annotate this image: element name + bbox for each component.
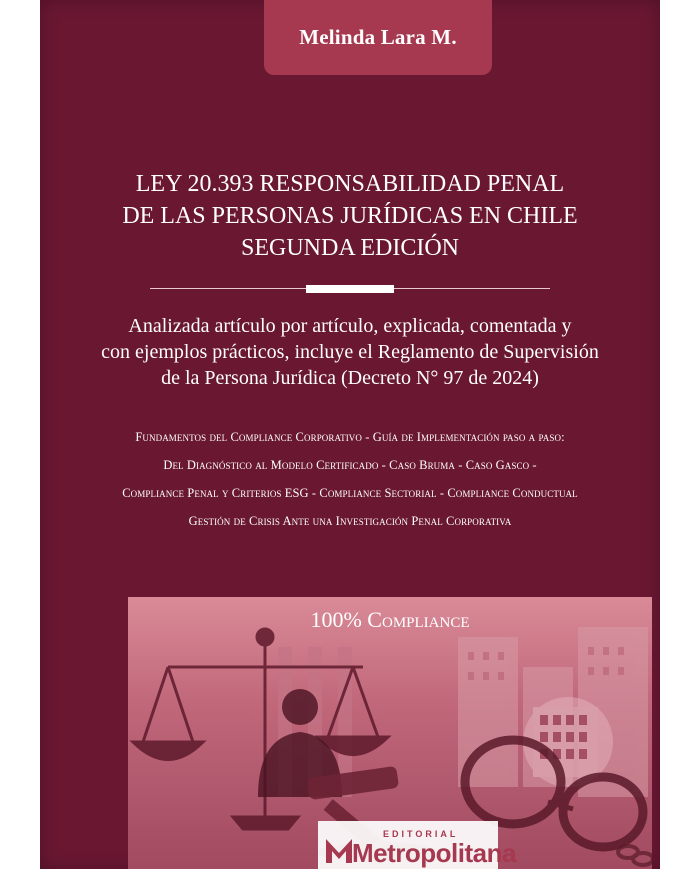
publisher-logo-icon — [324, 835, 354, 865]
publisher-name-text: Metropolitana — [352, 838, 516, 868]
author-name: Melinda Lara M. — [299, 25, 457, 49]
publisher-name — [352, 838, 516, 869]
topics-list — [40, 423, 660, 535]
book-title — [40, 168, 660, 264]
subtitle-line: de la Persona Jurídica (Decreto N° 97 de 2024) — [161, 367, 539, 389]
book-cover — [40, 0, 660, 869]
cover-illustration — [128, 597, 652, 869]
title-line: LEY 20.393 RESPONSABILIDAD PENAL — [135, 171, 565, 197]
publisher-label: EDITORIAL — [383, 829, 459, 839]
topic-line: Del Diagnóstico al Modelo Certificado - Caso Bruma - Caso Gasco - — [163, 458, 537, 472]
compliance-badge: 100% Compliance — [310, 607, 470, 632]
title-divider — [150, 285, 550, 293]
title-line: SEGUNDA EDICIÓN — [241, 235, 459, 261]
book-subtitle — [40, 313, 660, 391]
subtitle-line: con ejemplos prácticos, incluye el Reglamento de Supervisión — [101, 341, 599, 363]
topic-line: Fundamentos del Compliance Corporativo - Guía de Implementación paso a paso: — [135, 430, 565, 444]
title-line: DE LAS PERSONAS JURÍDICAS EN CHILE — [122, 203, 578, 229]
topic-line: Compliance Penal y Criterios ESG - Compliance Sectorial - Compliance Conductual — [122, 486, 578, 500]
subtitle-line: Analizada artículo por artículo, explicada, comentada y — [128, 315, 572, 337]
topic-line: Gestión de Crisis Ante una Investigación Penal Corporativa — [188, 514, 512, 528]
author-tab — [264, 0, 492, 75]
